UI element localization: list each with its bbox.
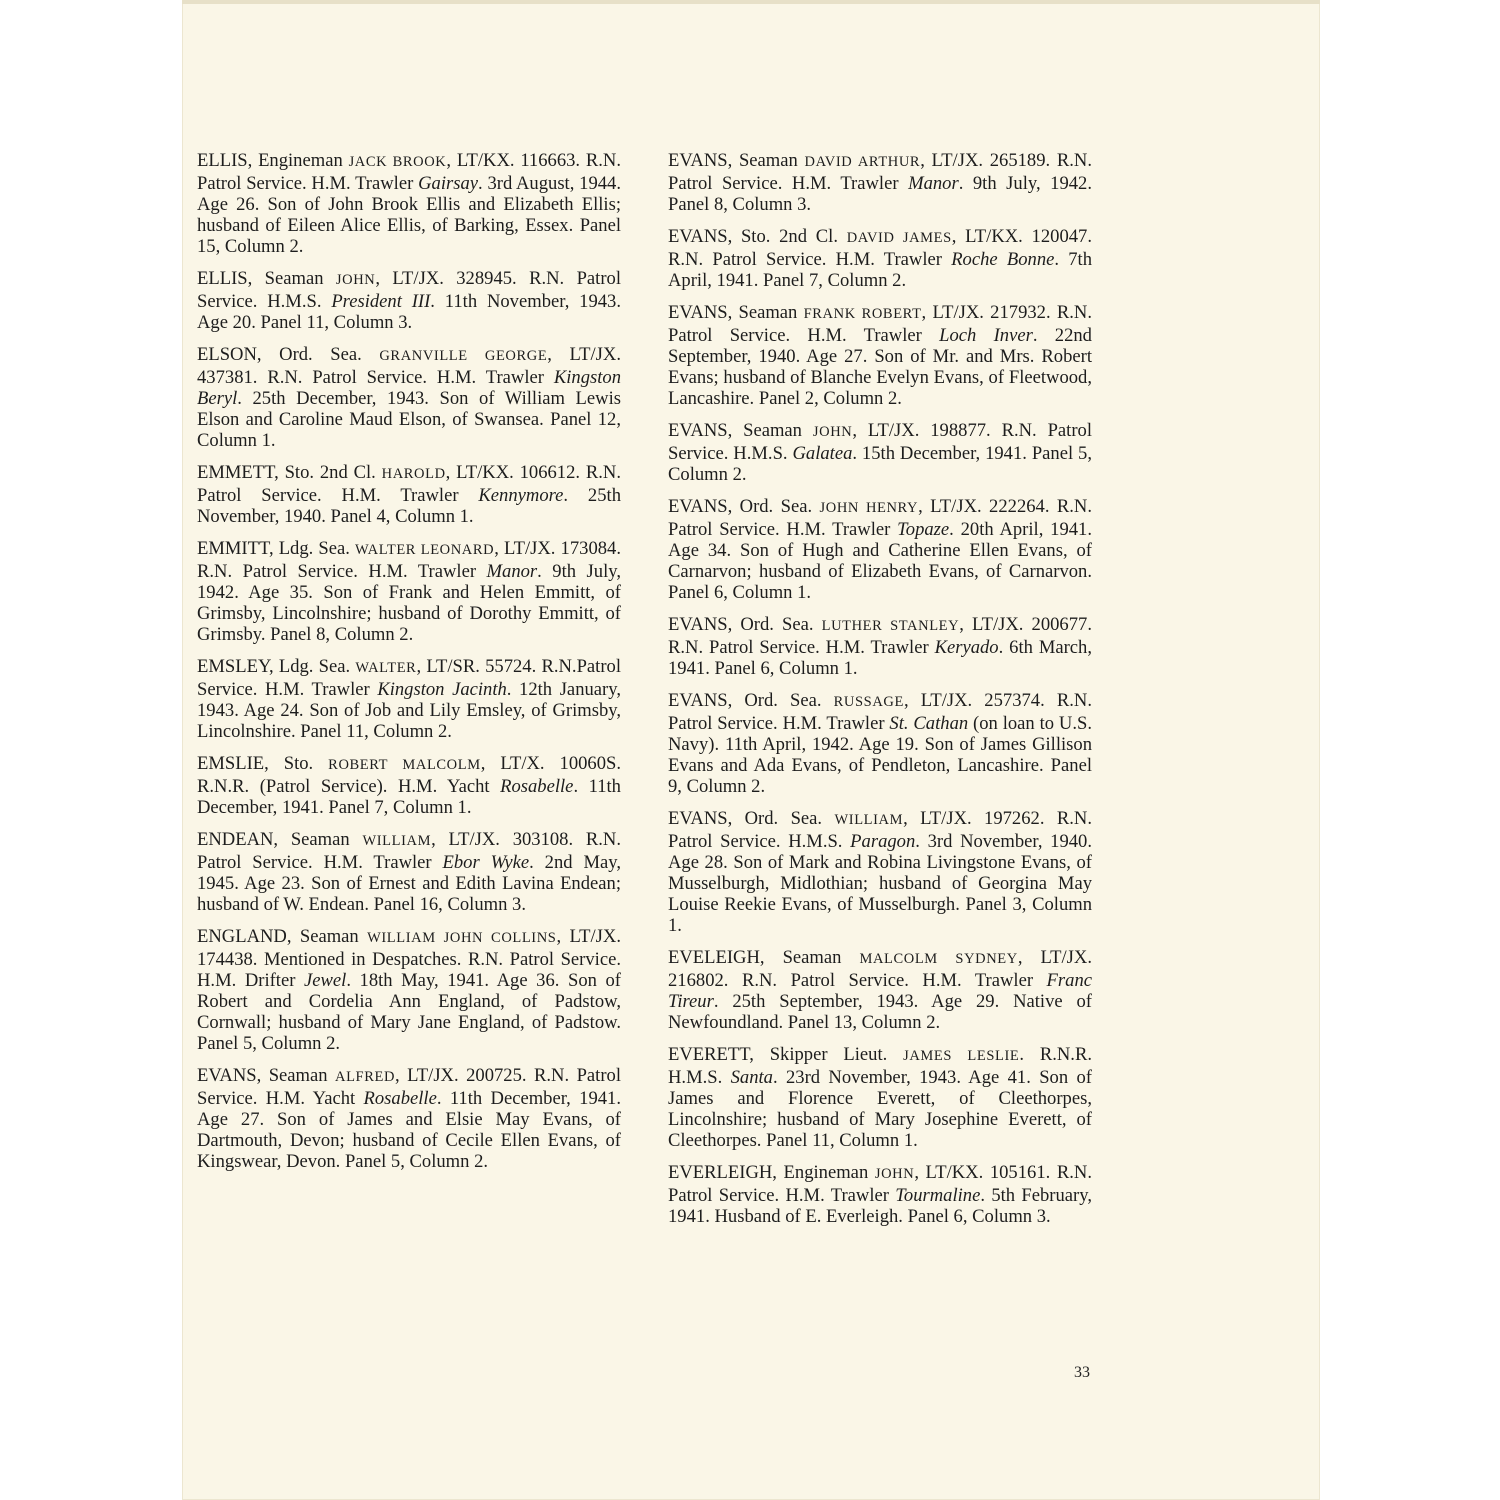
entry-text: , LT/JX. 303108. R.N. Patrol Service. H.M. Trawler [197, 829, 621, 873]
forenames: WALTER [355, 660, 417, 676]
entry-text: . 12th January, 1943. Age 24. Son of Job and Lily Emsley, of Grimsby, Lincolnshire. Panel 11, Column 2. [197, 679, 621, 742]
entry-text: ENGLAND, Seaman [197, 926, 368, 947]
forenames: JOHN [874, 1166, 915, 1182]
vessel-name: Galatea [792, 443, 853, 464]
entry-text: EMMETT, Sto. 2nd Cl. [197, 462, 382, 483]
forenames: WALTER LEONARD [355, 542, 495, 558]
forenames: RUSSAGE [833, 694, 904, 710]
vessel-name: Gairsay [418, 173, 479, 194]
entry-text: , LT/JX. 173084. R.N. Patrol Service. H.M. Trawler [197, 538, 621, 582]
entry-text: , LT/JX. 216802. R.N. Patrol Service. H.M. Trawler [668, 947, 1092, 991]
entry-text: ELSON, Ord. Sea. [197, 344, 380, 365]
memorial-entry [197, 150, 621, 257]
entry-text: ELLIS, Seaman [197, 268, 336, 289]
vessel-name: Paragon [850, 831, 916, 852]
entry-text: EVERETT, Skipper Lieut. [668, 1044, 904, 1065]
vessel-name: Ebor Wyke [442, 852, 530, 873]
forenames: HAROLD [381, 466, 446, 482]
memorial-entry [197, 344, 621, 451]
vessel-name: Kennymore [478, 485, 564, 506]
forenames: WILLIAM JOHN COLLINS [367, 930, 557, 946]
entry-text: . 22nd September, 1940. Age 27. Son of Mr. and Mrs. Robert Evans; husband of Blanche Evelyn Evans, of Fleetwood, Lancashire. Panel 2, Column 2. [668, 325, 1092, 409]
vessel-name: President III [331, 291, 431, 312]
forenames: JOHN [335, 272, 376, 288]
vessel-name: Loch Inver [939, 325, 1033, 346]
entry-text: EVELEIGH, Seaman [668, 947, 860, 968]
entry-text: . 25th December, 1943. Son of William Lewis Elson and Caroline Maud Elson, of Swansea. Panel 12, Column 1. [197, 388, 621, 451]
forenames: DAVID JAMES [846, 230, 952, 246]
entry-text: . 25th November, 1940. Panel 4, Column 1. [197, 485, 621, 527]
entry-text: , LT/JX. 257374. R.N. Patrol Service. H.M. Trawler [668, 690, 1092, 734]
vessel-name: Tourmaline [895, 1185, 981, 1206]
entry-text: . 3rd August, 1944. Age 26. Son of John Brook Ellis and Elizabeth Ellis; husband of Eileen Alice Ellis, of Barking, Essex. Panel 15, Column 2. [197, 173, 621, 257]
vessel-name: St. Cathan [889, 713, 969, 734]
entry-text: , LT/KX. 106612. R.N. Patrol Service. H.M. Trawler [197, 462, 621, 506]
memorial-entry [197, 926, 621, 1054]
vessel-name: Jewel [303, 970, 347, 991]
entry-text: . 9th July, 1942. Panel 8, Column 3. [668, 173, 1092, 215]
entry-text: EVANS, Seaman [197, 1065, 336, 1086]
page-number: 33 [1074, 1364, 1090, 1381]
entry-text: . 9th July, 1942. Age 35. Son of Frank and Helen Emmitt, of Grimsby, Lincolnshire; husband of Dorothy Emmitt, of Grimsby. Panel 8, Column 2. [197, 561, 621, 645]
entry-text: EVANS, Seaman [668, 150, 805, 171]
memorial-entry [668, 226, 1092, 291]
entry-text: EVANS, Ord. Sea. [668, 496, 820, 517]
entry-text: . 5th February, 1941. Husband of E. Everleigh. Panel 6, Column 3. [668, 1185, 1092, 1227]
vessel-name: Rosabelle [363, 1088, 437, 1109]
entry-text: , LT/JX. 328945. R.N. Patrol Service. H.M.S. [197, 268, 621, 312]
forenames: ROBERT MALCOLM [328, 757, 481, 773]
right-column [668, 150, 1092, 1238]
memorial-entry [668, 496, 1092, 603]
memorial-entry [197, 753, 621, 818]
entry-text: (on loan to U.S. Navy). 11th April, 1942. Age 19. Son of James Gillison Evans and Ada Evans, of Pendleton, Lancashire. Panel 9, Column 2. [668, 713, 1092, 797]
entry-text: . 25th September, 1943. Age 29. Native of Newfoundland. Panel 13, Column 2. [668, 991, 1092, 1033]
memorial-entry [197, 829, 621, 915]
forenames: DAVID ARTHUR [804, 154, 921, 170]
memorial-entry [197, 268, 621, 333]
entry-text: EMSLIE, Sto. [197, 753, 329, 774]
vessel-name: Manor [908, 173, 959, 194]
entry-text: , LT/JX. 200725. R.N. Patrol Service. H.M. Yacht [197, 1065, 622, 1109]
entry-text: . 11th December, 1941. Panel 7, Column 1. [197, 776, 621, 818]
memorial-entry [668, 614, 1092, 679]
vessel-name: Santa [730, 1067, 773, 1088]
entry-text: ELLIS, Engineman [197, 150, 349, 171]
forenames: MALCOLM SYDNEY [859, 951, 1018, 967]
vessel-name: Franc Tireur [668, 970, 1092, 1012]
forenames: JOHN [812, 424, 853, 440]
entry-text: , LT/JX. 265189. R.N. Patrol Service. H.M. Trawler [668, 150, 1092, 194]
vessel-name: Kingston Jacinth [377, 679, 507, 700]
memorial-entry [197, 538, 621, 645]
memorial-entry [668, 302, 1092, 409]
entry-text: . 3rd November, 1940. Age 28. Son of Mark and Robina Livingstone Evans, of Musselburgh, Midlothian; husband of Georgina May Louise Reekie Evans, of Musselburgh. Panel 3, Column 1. [668, 831, 1092, 936]
entry-text: EVANS, Sto. 2nd Cl. [668, 226, 847, 247]
page-top-edge [182, 0, 1320, 4]
entry-text: , LT/KX. 105161. R.N. Patrol Service. H.M. Trawler [668, 1162, 1092, 1206]
entry-text: , LT/KX. 120047. R.N. Patrol Service. H.M. Trawler [668, 226, 1092, 270]
memorial-entry [197, 1065, 621, 1172]
entry-text: , LT/JX. 437381. R.N. Patrol Service. H.M. Trawler [197, 344, 621, 388]
entry-text: , LT/JX. 198877. R.N. Patrol Service. H.M.S. [668, 420, 1093, 464]
entry-text: . 11th December, 1941. Age 27. Son of James and Elsie May Evans, of Dartmouth, Devon; husband of Cecile Ellen Evans, of Kingswear, Devon. Panel 5, Column 2. [197, 1088, 621, 1172]
forenames: JOHN HENRY [819, 500, 919, 516]
memorial-entry [668, 947, 1092, 1033]
entry-text: , LT/JX. 217932. R.N. Patrol Service. H.M. Trawler [668, 302, 1092, 346]
forenames: WILLIAM [834, 812, 904, 828]
forenames: WILLIAM [362, 833, 432, 849]
entry-text: , LT/SR. 55724. R.N.Patrol Service. H.M. Trawler [197, 656, 621, 700]
entry-text: . 2nd May, 1945. Age 23. Son of Ernest and Edith Lavina Endean; husband of W. Endean. Panel 16, Column 3. [197, 852, 621, 915]
entry-text: , LT/JX. 200677. R.N. Patrol Service. H.M. Trawler [668, 614, 1092, 658]
entry-text: . 11th November, 1943. Age 20. Panel 11, Column 3. [197, 291, 622, 333]
entry-text: , LT/KX. 116663. R.N. Patrol Service. H.M. Trawler [197, 150, 622, 194]
entry-text: EMMITT, Ldg. Sea. [197, 538, 355, 559]
entry-text: . 15th December, 1941. Panel 5, Column 2. [668, 443, 1092, 485]
entry-text: , LT/JX. 222264. R.N. Patrol Service. H.M. Trawler [668, 496, 1093, 540]
entry-text: , LT/X. 10060S. R.N.R. (Patrol Service). H.M. Yacht [197, 753, 621, 797]
forenames: JACK BROOK [348, 154, 447, 170]
entry-text: . R.N.R. H.M.S. [668, 1044, 1092, 1088]
memorial-entry [668, 1162, 1092, 1227]
entry-text: . 7th April, 1941. Panel 7, Column 2. [668, 249, 1093, 291]
entry-text: , LT/JX. 197262. R.N. Patrol Service. H.M.S. [668, 808, 1092, 852]
vessel-name: Topaze [897, 519, 950, 540]
entry-text: EVANS, Ord. Sea. [668, 808, 835, 829]
forenames: GRANVILLE GEORGE [379, 348, 548, 364]
memorial-entry [668, 808, 1092, 936]
entry-text: . 18th May, 1941. Age 36. Son of Robert and Cordelia Ann England, of Padstow, Cornwall; husband of Mary Jane England, of Padstow. Panel 5, Column 2. [197, 970, 621, 1054]
vessel-name: Manor [486, 561, 538, 582]
forenames: JAMES LESLIE [903, 1048, 1020, 1064]
vessel-name: Kingston Beryl [197, 367, 621, 409]
entry-text: . 23rd November, 1943. Age 41. Son of James and Florence Everett, of Cleethorpes, Lincolnshire; husband of Mary Josephine Everett, of Cleethorpes. Panel 11, Column 1. [668, 1067, 1092, 1151]
memorial-entry [668, 690, 1092, 797]
entry-text: EVANS, Ord. Sea. [668, 690, 834, 711]
entry-text: . 6th March, 1941. Panel 6, Column 1. [668, 637, 1092, 679]
memorial-entry [668, 1044, 1092, 1151]
entry-text: EVANS, Seaman [668, 302, 804, 323]
left-column [197, 150, 621, 1183]
vessel-name: Rosabelle [500, 776, 574, 797]
memorial-entry [197, 656, 621, 742]
entry-text: EVERLEIGH, Engineman [668, 1162, 875, 1183]
entry-text: . 20th April, 1941. Age 34. Son of Hugh and Catherine Ellen Evans, of Carnarvon; husband of Elizabeth Evans, of Carnarvon. Panel 6, Column 1. [668, 519, 1092, 603]
forenames: LUTHER STANLEY [821, 618, 960, 634]
memorial-entry [197, 462, 621, 527]
entry-text: EVANS, Seaman [668, 420, 813, 441]
vessel-name: Keryado [934, 637, 999, 658]
forenames: FRANK ROBERT [803, 306, 922, 322]
vessel-name: Roche Bonne [951, 249, 1055, 270]
entry-text: , LT/JX. 174438. Mentioned in Despatches. R.N. Patrol Service. H.M. Drifter [197, 926, 621, 991]
entry-text: ENDEAN, Seaman [197, 829, 363, 850]
forenames: ALFRED [335, 1069, 396, 1085]
memorial-entry [668, 150, 1092, 215]
memorial-entry [668, 420, 1092, 485]
entry-text: EMSLEY, Ldg. Sea. [197, 656, 356, 677]
entry-text: EVANS, Ord. Sea. [668, 614, 822, 635]
